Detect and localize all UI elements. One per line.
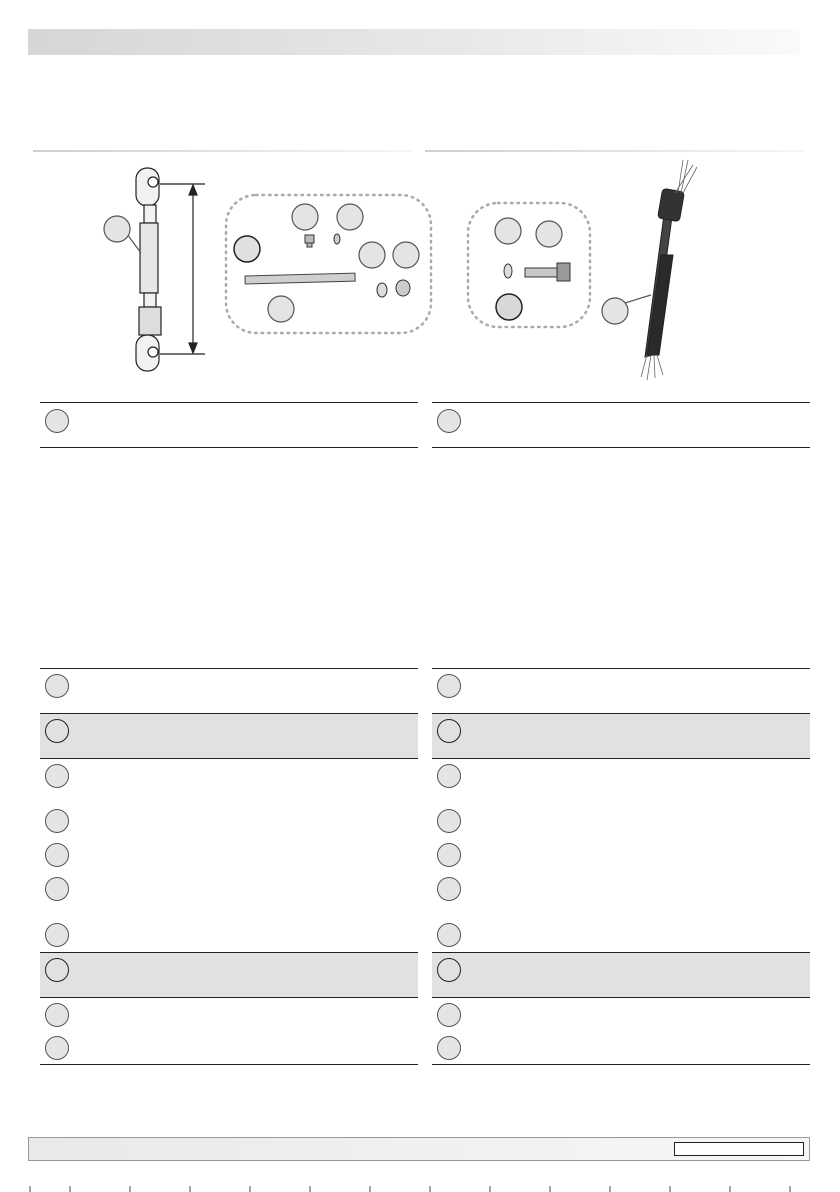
item-number-badge: [437, 719, 461, 743]
list-item: [432, 713, 810, 758]
bolt-washer: [504, 264, 512, 278]
list-item: [40, 1031, 418, 1065]
list-item: [432, 918, 810, 952]
item-number-badge: [45, 719, 69, 743]
item-number-badge: [437, 958, 461, 982]
parts-list-right: [432, 668, 810, 1065]
list-item: [432, 1031, 810, 1065]
washer-part: [377, 283, 387, 297]
small-screw: [305, 235, 314, 247]
parts-illustration: [33, 155, 805, 380]
item-number-badge: [45, 958, 69, 982]
item-number-badge: [45, 409, 69, 433]
page-number-box: [674, 1142, 804, 1156]
item-number-badge: [437, 843, 461, 867]
list-item: [40, 713, 418, 758]
item-number-badge: [45, 843, 69, 867]
list-item: [432, 668, 810, 713]
list-item: [40, 758, 418, 804]
small-lock-washer: [334, 234, 340, 244]
item-number-badge: [45, 877, 69, 901]
item-number-badge: [437, 409, 461, 433]
list-item: [40, 997, 418, 1031]
list-item: [40, 952, 418, 997]
nut-part: [396, 280, 410, 296]
item-number-badge: [45, 764, 69, 788]
item-number-badge: [45, 923, 69, 947]
bolt-part: [525, 263, 570, 281]
callout-badge-washer: [359, 242, 385, 268]
list-item: [432, 872, 810, 918]
threaded-rod: [245, 273, 355, 284]
kit-outline-right: [468, 203, 590, 327]
parts-list-left: [40, 668, 418, 1065]
item-number-badge: [437, 1003, 461, 1027]
item-number-badge: [437, 923, 461, 947]
list-item: [432, 838, 810, 872]
callout-badge-rod: [104, 216, 141, 253]
callout-badge-lock-washer: [337, 204, 363, 230]
list-item: [40, 838, 418, 872]
item-number-badge: [45, 809, 69, 833]
list-item: [40, 804, 418, 838]
list-item: [40, 668, 418, 713]
item-number-badge: [437, 809, 461, 833]
list-item: [432, 804, 810, 838]
list-item: [40, 918, 418, 952]
footer-bar: [28, 1137, 810, 1161]
section-divider-right: [425, 150, 805, 152]
item-number-badge: [45, 674, 69, 698]
callout-badge-kit: [234, 236, 260, 262]
part-header-row-left: [40, 402, 418, 448]
callout-badge-bolt-kit: [496, 294, 522, 320]
item-number-badge: [437, 877, 461, 901]
item-number-badge: [437, 1036, 461, 1060]
section-divider-left: [33, 150, 413, 152]
item-number-badge: [45, 1036, 69, 1060]
dimension-arrow: [160, 184, 205, 354]
callout-badge-bolt: [536, 221, 562, 247]
callout-badge-nut: [393, 242, 419, 268]
list-item: [432, 997, 810, 1031]
callout-badge-screw: [292, 204, 318, 230]
list-item: [432, 952, 810, 997]
callout-badge-harness: [602, 298, 628, 324]
list-item: [432, 758, 810, 804]
item-number-badge: [437, 764, 461, 788]
part-header-row-right: [432, 402, 810, 448]
turnbuckle-rod-drawing: [136, 168, 161, 371]
list-item: [40, 872, 418, 918]
callout-badge-bolt-washer: [495, 218, 521, 244]
item-number-badge: [45, 1003, 69, 1027]
header-bar: [28, 29, 800, 55]
wire-harness-drawing: [641, 160, 697, 380]
callout-badge-threaded-rod: [268, 296, 294, 322]
item-number-badge: [437, 674, 461, 698]
crop-marks: [0, 1186, 840, 1192]
